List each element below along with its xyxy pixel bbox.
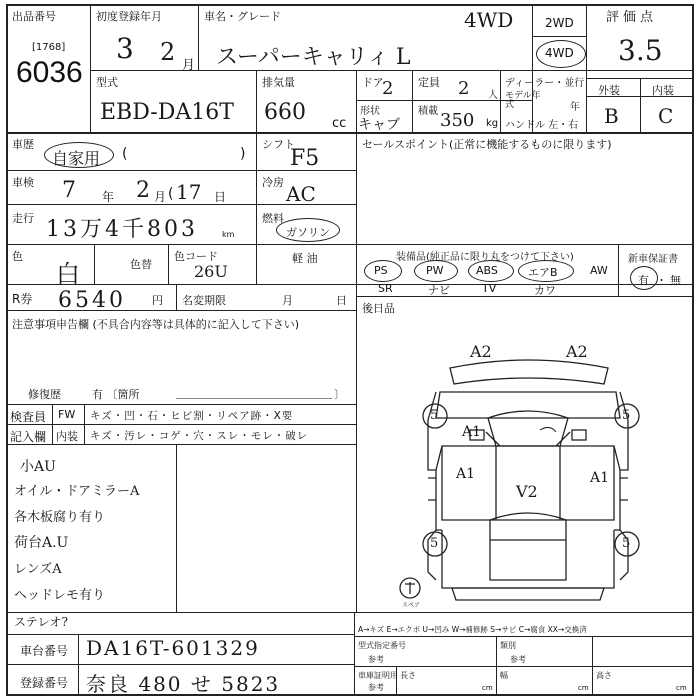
registration-value: 奈良 480 せ 5823 xyxy=(86,672,281,696)
divider xyxy=(532,36,586,37)
divider xyxy=(354,636,692,637)
equip-airbag: エアB xyxy=(528,266,558,279)
equip-tv: TV xyxy=(482,282,497,295)
displacement-unit: cc xyxy=(332,116,347,131)
chassis-label: 車台番号 xyxy=(20,644,69,658)
divider xyxy=(256,132,257,284)
repair-label: 修復歴 xyxy=(28,388,61,401)
divider xyxy=(6,284,694,285)
divider xyxy=(586,4,587,132)
inspection-month: 2 xyxy=(136,178,150,203)
note-line: ヘッドレモ有り xyxy=(14,588,106,603)
damage-legend: A→キズ E→エクボ U→凹み W→補修跡 S→サビ C→腐食 XX→交換済 xyxy=(358,625,587,634)
displacement-value: 660 xyxy=(264,100,306,125)
name-change-month: 月 xyxy=(282,294,293,307)
border-right xyxy=(692,4,694,696)
divider xyxy=(6,444,356,445)
divider xyxy=(496,636,497,694)
cm-unit: cm xyxy=(482,684,493,692)
divider xyxy=(52,404,53,444)
handle-label: ハンドル 左・右 xyxy=(505,120,579,131)
capacity-unit: 人 xyxy=(488,90,498,101)
divider xyxy=(176,444,177,612)
history-paren-close: ) xyxy=(240,146,246,162)
divider xyxy=(6,244,356,245)
divider xyxy=(532,4,533,132)
border-left xyxy=(6,4,8,696)
tire-mark: 5 xyxy=(430,536,439,551)
inspection-paren: ( xyxy=(168,186,174,202)
inspection-year: 7 xyxy=(62,178,76,203)
inspection-day-unit: 日 xyxy=(214,190,227,204)
color-code-label: 色コード xyxy=(174,250,218,263)
tire-mark: 5 xyxy=(622,536,631,551)
model-value: スーパーキャリィ L xyxy=(216,45,411,70)
exterior-value: B xyxy=(604,104,619,128)
name-change-day: 日 xyxy=(336,294,347,307)
first-reg-month-unit: 月 xyxy=(182,58,196,73)
repair-value: 有 〔箇所 xyxy=(92,388,140,401)
divider xyxy=(198,4,199,70)
ref-label-2: 参考 xyxy=(510,655,526,664)
divider xyxy=(500,70,501,132)
displacement-label: 排気量 xyxy=(262,76,295,89)
history-value: 自家用 xyxy=(52,149,101,168)
equip-airbag-circle xyxy=(518,260,574,282)
load-label: 積載 xyxy=(418,106,438,117)
interior-value: C xyxy=(658,104,674,128)
load-unit: kg xyxy=(486,118,499,129)
equip-navi: ナビ xyxy=(428,284,450,297)
repair-paren: 〕 xyxy=(334,388,345,401)
warranty-sep: ・ xyxy=(656,274,667,287)
load-value: 350 xyxy=(440,110,475,131)
equip-abs: ABS xyxy=(476,264,498,277)
damage-mark: A2 xyxy=(566,342,588,361)
interior-label: 内装 xyxy=(652,84,674,97)
border-top xyxy=(6,4,694,6)
capacity-label: 定員 xyxy=(418,76,440,89)
recycle-unit: 円 xyxy=(152,294,163,307)
fw-items: キズ・凹・石・ヒビ割・リペア跡・X要 xyxy=(90,410,294,422)
damage-mark: A1 xyxy=(462,424,482,440)
note-line: オイル・ドアミラーA xyxy=(14,484,140,499)
note-line: 荷台A.U xyxy=(14,535,69,551)
note-line: レンズA xyxy=(14,562,62,577)
warranty-label: 新車保証書 xyxy=(628,254,678,265)
cm-unit: cm xyxy=(676,684,687,692)
divider xyxy=(6,424,356,425)
fuel-label: 燃料 xyxy=(262,212,284,225)
dealer-label: ディーラー・並行 xyxy=(505,78,585,89)
year-unit: 年 xyxy=(570,102,580,113)
fuel-diesel: 軽 油 xyxy=(292,252,318,265)
capacity-value: 2 xyxy=(458,78,470,99)
divider xyxy=(356,296,692,297)
cm-unit: cm xyxy=(578,684,589,692)
equip-ps-circle xyxy=(364,260,402,282)
entry-label: 記入欄 xyxy=(10,430,47,444)
cert-label: 車庫証明用 xyxy=(358,671,398,680)
tire-mark: 5 xyxy=(430,408,439,423)
lot-code: [1768] xyxy=(32,42,66,53)
width-label: 幅 xyxy=(500,671,508,680)
length-label: 長さ xyxy=(400,671,416,680)
recycle-label: R券 xyxy=(12,292,33,306)
divider xyxy=(6,634,354,635)
equip-aw: AW xyxy=(590,264,608,277)
color-code-value: 26U xyxy=(194,262,228,281)
divider xyxy=(176,284,177,310)
divider xyxy=(94,244,95,284)
chassis-value: DA16T-601329 xyxy=(86,636,260,660)
divider xyxy=(354,612,355,694)
fuel-gas: ガソリン xyxy=(286,226,330,239)
inspector-label: 検査員 xyxy=(10,410,47,424)
divider xyxy=(412,70,413,132)
warranty-no: 無 xyxy=(670,274,681,287)
divider xyxy=(356,132,357,612)
later-label: 後日品 xyxy=(362,302,395,315)
note-line: ステレオ? xyxy=(14,615,68,629)
shape-label: 形状 xyxy=(360,106,380,117)
warranty-yes-circle xyxy=(630,266,658,290)
divider xyxy=(592,636,593,694)
type-label: 型式 xyxy=(96,76,118,89)
ac-label: 冷房 xyxy=(262,176,284,189)
divider xyxy=(640,78,641,132)
first-reg-year: 3 xyxy=(116,32,134,65)
history-circle xyxy=(44,142,114,168)
divider xyxy=(84,404,85,444)
color-value: 白 xyxy=(56,260,80,288)
caution-label: 注意事項申告欄 (不具合内容等は具体的に記入して下さい) xyxy=(12,318,300,331)
repair-underline xyxy=(176,398,332,399)
fw-label: FW xyxy=(58,408,76,421)
divider xyxy=(6,404,356,405)
damage-mark: V2 xyxy=(516,482,538,501)
history-paren-open: ( xyxy=(122,146,128,162)
drive-2wd: 2WD xyxy=(545,16,574,30)
type-value: EBD-DA16T xyxy=(100,100,234,125)
first-reg-label: 初度登録年月 xyxy=(96,10,162,23)
divider xyxy=(6,612,694,613)
name-change-label: 名変期限 xyxy=(182,294,226,307)
shift-label: シフト xyxy=(262,138,295,151)
model-ref-label: 型式指定番号 xyxy=(358,641,406,650)
shift-value: F5 xyxy=(290,146,320,171)
divider xyxy=(618,244,619,296)
equip-sr: SR xyxy=(378,282,393,295)
color-label: 色 xyxy=(12,250,23,263)
score-label: 評価点 xyxy=(606,10,658,25)
damage-mark: A1 xyxy=(456,466,476,482)
lot-label: 出品番号 xyxy=(12,10,56,23)
doors-value: 2 xyxy=(382,78,394,99)
divider xyxy=(256,70,257,132)
divider xyxy=(78,634,79,694)
recycle-value: 6540 xyxy=(58,288,126,313)
damage-mark: A2 xyxy=(470,342,492,361)
model-label: 車名・グレード xyxy=(204,10,281,23)
mileage-label: 走行 xyxy=(12,212,34,225)
model-year-label: モデル年式 xyxy=(505,91,541,110)
equip-ps: PS xyxy=(374,264,388,277)
cat-label: 類別 xyxy=(500,641,516,650)
note-line: 各木板腐り有り xyxy=(14,510,106,525)
interior-items: キズ・汚レ・コゲ・穴・スレ・モレ・破レ xyxy=(90,430,309,442)
divider xyxy=(356,244,692,245)
shape-value: キャブ xyxy=(358,117,400,133)
warranty-yes: 有 xyxy=(638,274,649,287)
color-change-label: 色替 xyxy=(130,258,152,271)
selling-label: セールスポイント(正常に機能するものに限ります) xyxy=(362,138,612,151)
inspection-day: 17 xyxy=(176,180,202,204)
equip-leather: カワ xyxy=(534,284,556,297)
history-label: 車歴 xyxy=(12,138,34,151)
doors-label: ドア xyxy=(362,76,384,89)
height-label: 高さ xyxy=(596,671,612,680)
fuel-gas-circle xyxy=(276,218,340,242)
equip-pw: PW xyxy=(426,264,444,277)
damage-mark: A1 xyxy=(590,470,610,486)
exterior-label: 外装 xyxy=(598,84,620,97)
tire-mark: 5 xyxy=(622,408,631,423)
divider xyxy=(90,4,91,132)
drive-hand: 4WD xyxy=(464,8,514,32)
divider xyxy=(6,132,694,134)
equip-pw-circle xyxy=(414,260,458,282)
divider xyxy=(354,666,692,667)
registration-label: 登録番号 xyxy=(20,676,69,690)
drive-4wd-circle xyxy=(536,40,586,68)
spare-label: スペア xyxy=(402,602,421,609)
equip-abs-circle xyxy=(468,260,514,282)
inspection-year-unit: 年 xyxy=(102,190,115,204)
inspection-label: 車検 xyxy=(12,176,34,189)
divider xyxy=(168,244,169,284)
interior-insp-label: 内装 xyxy=(56,430,78,443)
ref-label-3: 参考 xyxy=(368,683,384,692)
note-line: 小AU xyxy=(20,459,56,475)
drive-4wd: 4WD xyxy=(545,46,574,60)
mileage-value: 13万4千803 xyxy=(46,217,198,242)
mileage-unit: km xyxy=(222,230,235,239)
inspection-month-unit: 月 xyxy=(154,190,167,204)
divider xyxy=(6,664,354,665)
equipment-title: 装備品(純正品に限り丸をつけて下さい) xyxy=(396,252,574,263)
score-value: 3.5 xyxy=(618,34,663,67)
lot-number: 6036 xyxy=(16,56,83,89)
first-reg-month: 2 xyxy=(160,38,176,66)
ref-label: 参考 xyxy=(368,655,384,664)
ac-value: AC xyxy=(286,182,316,206)
